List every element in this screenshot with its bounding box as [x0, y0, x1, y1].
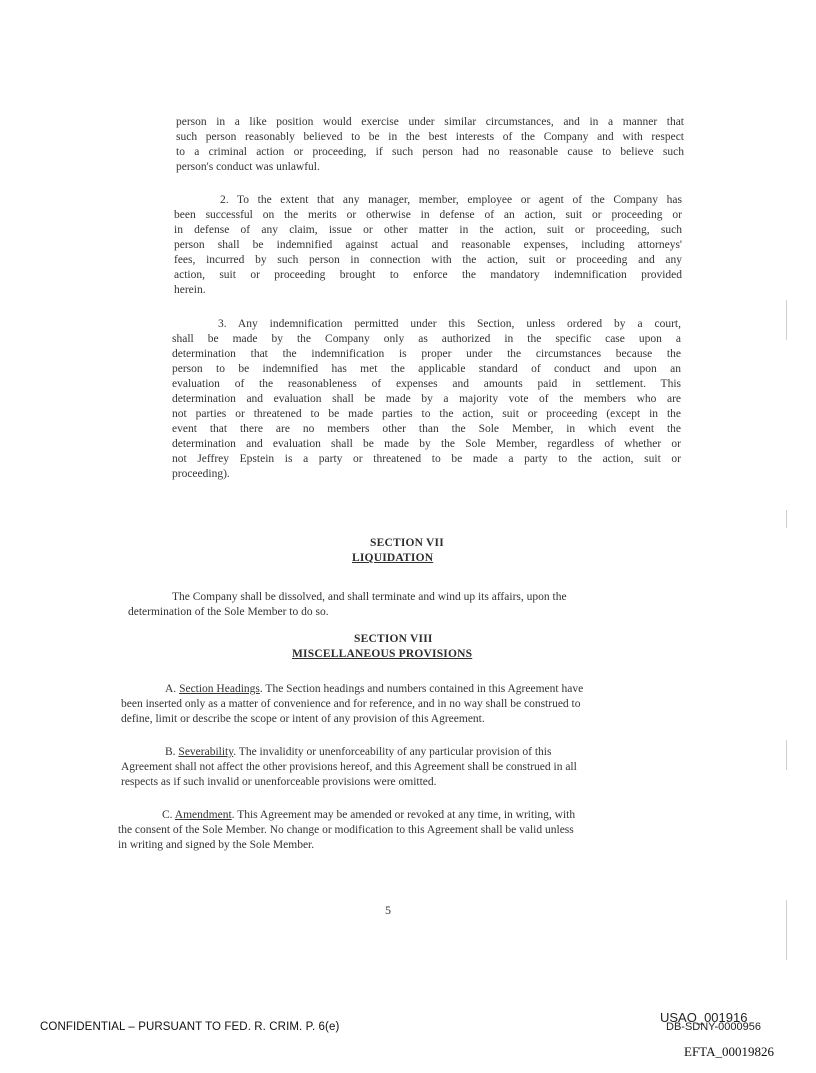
provision-b-text: . The invalidity or unenforceability of any particular provision of this: [233, 746, 552, 758]
provision-a-text: . The Section headings and numbers contained in this Agreement have: [259, 683, 584, 695]
usao-bates-number: USAO_001916: [660, 1010, 748, 1025]
page-number: 5: [385, 903, 391, 917]
scan-edge-mark: [786, 740, 787, 770]
paragraph-1-line: person in a like position would exercise under similar circumstances, and in a manner that: [176, 116, 684, 128]
provision-b-first-line: [165, 745, 551, 759]
provision-a-first-line: [165, 682, 583, 696]
section-7-number: SECTION VII: [370, 537, 444, 549]
provision-c-label: C.: [162, 809, 173, 821]
paragraph-3-line: determination and evaluation shall be made by the Sole Member, regardless of whether or: [172, 438, 681, 450]
paragraph-3-line: not Jeffrey Epstein is a party or threatened to be made a party to the action, suit or: [172, 453, 681, 465]
provision-c-heading: Amendment: [174, 809, 232, 821]
paragraph-3-line: not parties or threatened to be made parties to the action, suit or proceeding (except in the: [172, 408, 681, 420]
paragraph-2-line: person shall be indemnified against actual and reasonable expenses, including attorneys': [174, 239, 682, 251]
provision-a-heading: Section Headings: [179, 683, 260, 695]
paragraph-3-line: determination and evaluation shall be made by a majority vote of the members who are: [172, 393, 681, 405]
provision-a-line: define, limit or describe the scope or intent of any provision of this Agreement.: [121, 713, 485, 725]
section-8-title: MISCELLANEOUS PROVISIONS: [292, 648, 473, 660]
confidential-notice: CONFIDENTIAL – PURSUANT TO FED. R. CRIM. P. 6(e): [40, 1021, 340, 1033]
sdny-bates-number: DB-SDNY-0000956: [666, 1021, 761, 1033]
efta-bates-number: EFTA_00019826: [684, 1044, 774, 1059]
provision-c-line: the consent of the Sole Member. No change or modification to this Agreement shall be valid unless: [118, 824, 574, 836]
paragraph-2-line: herein.: [174, 284, 206, 296]
provision-a-label: A.: [165, 683, 177, 695]
section-7-title: LIQUIDATION: [352, 552, 434, 564]
paragraph-2-line: 2. To the extent that any manager, member, employee or agent of the Company has: [220, 194, 682, 206]
provision-b-line: respects as if such invalid or unenforceable provisions were omitted.: [121, 776, 437, 788]
paragraph-2-line: in defense of any claim, issue or other matter in the action, suit or proceeding, such: [174, 224, 682, 236]
provision-c-line: in writing and signed by the Sole Member.: [118, 839, 315, 851]
paragraph-3-line: shall be made by the Company only as authorized in the specific case upon a: [172, 333, 681, 345]
provision-c-text: . This Agreement may be amended or revoked at any time, in writing, with: [231, 809, 576, 821]
scan-edge-mark: [786, 510, 787, 528]
scan-edge-mark: [786, 300, 787, 340]
paragraph-3-line: event that there are no members other than the Sole Member, in which event the: [172, 423, 681, 435]
provision-b-heading: Severability: [178, 746, 234, 758]
section-7-line: determination of the Sole Member to do so.: [128, 606, 329, 618]
section-7-line: The Company shall be dissolved, and shall terminate and wind up its affairs, upon the: [172, 591, 567, 603]
paragraph-3-line: determination that the indemnification is proper under the circumstances because the: [172, 348, 681, 360]
paragraph-1-line: such person reasonably believed to be in the best interests of the Company and with respect: [176, 131, 684, 143]
scan-edge-mark: [786, 900, 787, 960]
section-8-number: SECTION VIII: [354, 633, 433, 645]
paragraph-3-line: 3. Any indemnification permitted under this Section, unless ordered by a court,: [218, 318, 681, 330]
paragraph-1-line: person's conduct was unlawful.: [176, 161, 320, 173]
paragraph-2-line: action, suit or proceeding brought to enforce the mandatory indemnification provided: [174, 269, 682, 281]
provision-c-first-line: [162, 808, 575, 822]
paragraph-3-line: proceeding).: [172, 468, 230, 480]
paragraph-2-line: been successful on the merits or otherwise in defense of an action, suit or proceeding or: [174, 209, 682, 221]
provision-b-line: Agreement shall not affect the other provisions hereof, and this Agreement shall be construed in all: [121, 761, 577, 773]
paragraph-2-line: fees, incurred by such person in connection with the action, suit or proceeding and any: [174, 254, 682, 266]
paragraph-1-line: to a criminal action or proceeding, if such person had no reasonable cause to believe such: [176, 146, 684, 158]
provision-a-line: been inserted only as a matter of convenience and for reference, and in no way shall be construed to: [121, 698, 581, 710]
paragraph-3-line: person to be indemnified has met the applicable standard of conduct and upon an: [172, 363, 681, 375]
paragraph-3-line: evaluation of the reasonableness of expenses and amounts paid in settlement. This: [172, 378, 681, 390]
provision-b-label: B.: [165, 746, 176, 758]
